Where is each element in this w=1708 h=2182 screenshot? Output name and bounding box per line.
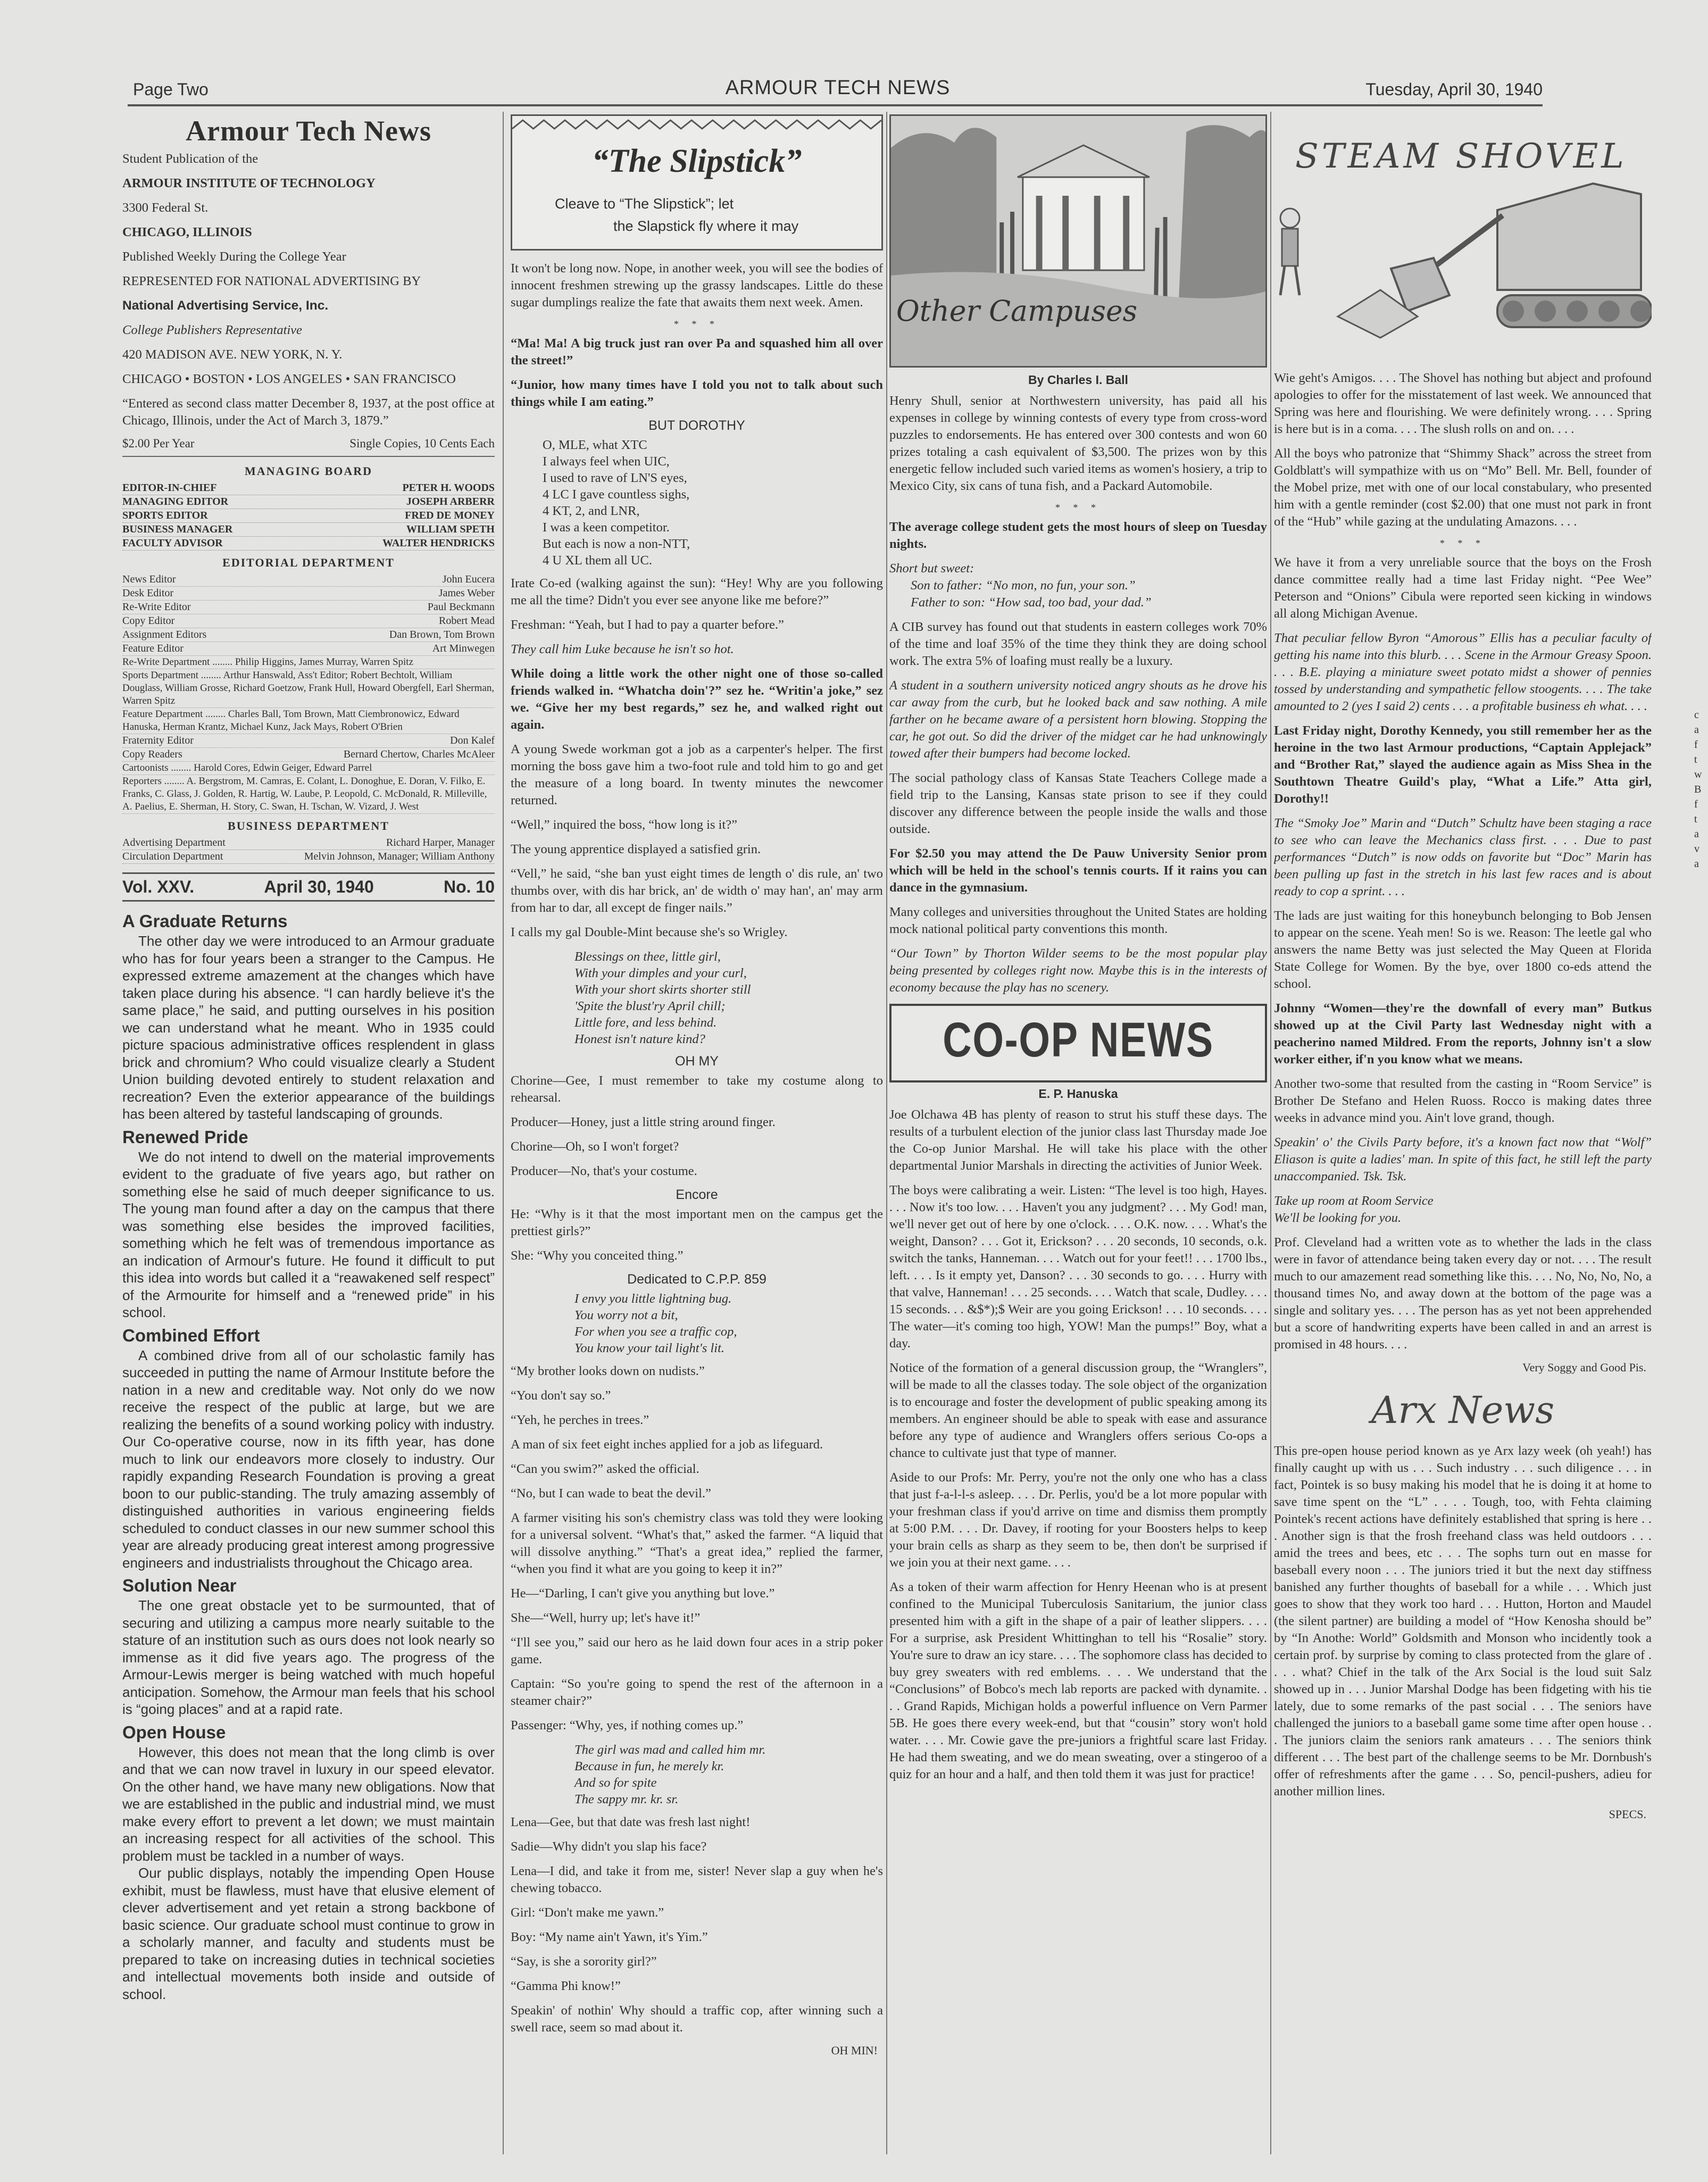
page-number: Page Two <box>133 80 209 99</box>
agency-address: 420 MADISON AVE. NEW YORK, N. Y. <box>122 347 343 362</box>
svg-text:Other Campuses: Other Campuses <box>896 294 1138 328</box>
slipstick-subtitle: Cleave to “The Slipstick”; let <box>555 196 734 212</box>
column-divider <box>503 112 504 2154</box>
slipstick-paragraph: They call him Luke because he isn't so hot. <box>511 642 734 656</box>
poem-title: BUT DOROTHY <box>648 418 745 433</box>
steam-paragraph: Prof. Cleveland had a written vote as to whether the lads in the class were in favor of attendance being taken every day or not. . . . The result much to our amazement read something like this. . . . No, No, No, No, a thousand times No, and away down at the bottom of the page was a single and solitary yes. . . . The person has as yet not been apprehended but a score of handwriting experts have been called in and an arrest is promised in 48 hours. . . . <box>1274 1235 1652 1352</box>
poem: Blessings on thee, little girl, With your dimples and your curl, With your short skirts shorter still 'Spite the blust'ry April chill; Little fore, and less behind. Honest isn't nature kind? <box>574 950 751 1046</box>
price-year: $2.00 Per Year <box>122 437 195 450</box>
staff-row: SPORTS EDITOR FRED DE MONEY <box>122 509 495 523</box>
campus-paragraph: Father to son: “How sad, too bad, your dad.” <box>911 595 1152 610</box>
campus-illustration <box>889 114 1267 368</box>
issue-number: No. 10 <box>443 877 495 896</box>
editorial-paragraph: The one great obstacle yet to be surmounted, that of securing and utilizing a campus more nearly suitable to the stature of an institution such as ours does not look nearly so immense as it did five years ago. The progress of the Armour-Lewis merger is being watched with much hopeful anticipation. Somehow, the Armour man feels that his school is “going places” and at a rapid rate. <box>122 1597 495 1717</box>
arx-signature: SPECS. <box>1609 1808 1646 1821</box>
column-other-campuses <box>889 114 1267 2152</box>
masthead-title: Armour Tech News <box>185 115 431 147</box>
slipstick-paragraph: “My brother looks down on nudists.” <box>511 1364 705 1378</box>
slipstick-paragraph: Lena—I did, and take it from me, sister! Never slap a guy when he's chewing tobacco. <box>511 1864 883 1895</box>
adjacent-page-edge: c a f t w B f t a v a <box>1694 709 1702 870</box>
coop-paragraph: As a token of their warm affection for Henry Heenan who is at present confined to the Municipal Tuberculosis Sanitarium, the junior class presented him with a gift in the shape of a pair of leather slippers. . . . For a surprise, ask President Whittinghan to tell his “Rosalie” story. You're sure to draw an icy stare. . . . The sophomore class has decided to buy grey sweaters with red emblems. . . . We understand that the “Conclusions” of Bobco's mech lab reports are packed with dynamite. . . . Grand Rapids, Michigan holds a powerful influence on Vern Parmer 5B. He goes there every week-end, but that “cousin” story won't hold water. . . . Mr. Cowie gave the pre-juniors a frightful scare last Friday. He had them sweating, and we do mean sweating, over a stingeroo of a quiz for an hour and a half, and then told them it was just for practice! <box>889 1580 1267 1781</box>
slipstick-paragraph: “Can you swim?” asked the official. <box>511 1462 699 1476</box>
slipstick-paragraph: While doing a little work the other night one of those so-called friends walked in. “Whatcha doin'?” sez he. “Writin'a joke,” sez we. “Give her my best regards,” sez he, and walked right out again. <box>511 667 883 732</box>
slipstick-paragraph: “Junior, how many times have I told you not to talk about such things while I am eating.” <box>511 378 883 409</box>
staff-row: EDITOR-IN-CHIEF PETER H. WOODS <box>122 481 495 495</box>
campus-paragraph: For $2.50 you may attend the De Pauw University Senior prom which will be held in the school's tennis courts. If it rains you can dance in the gymnasium. <box>889 846 1267 895</box>
issue-date-header: Tuesday, April 30, 1940 <box>1365 80 1543 99</box>
slipstick-paragraph: “Ma! Ma! A big truck just ran over Pa and squashed him all over the street!” <box>511 336 883 368</box>
section-title: OH MY <box>675 1054 719 1069</box>
poem: The girl was mad and called him mr. Because in fun, he merely kr. And so for spite The sappy mr. kr. sr. <box>574 1743 766 1806</box>
slipstick-paragraph: Chorine—Gee, I must remember to take my costume along to rehearsal. <box>511 1073 883 1105</box>
masthead-line: 3300 Federal St. <box>122 201 209 215</box>
paper-name: ARMOUR TECH NEWS <box>725 77 951 99</box>
steam-paragraph: Take up room at Room Service <box>1274 1194 1434 1208</box>
poem: I envy you little lightning bug. You worry not a bit, For when you see a traffic cop, You know your tail light's lit. <box>574 1292 737 1355</box>
slipstick-paragraph: “Say, is she a sorority girl?” <box>511 1954 657 1969</box>
editorial-paragraph: However, this does not mean that the long climb is over and that we can now travel in luxury in our speed elevator. On the other hand, we have many new obligations. Now that we are established in the public and industrial mind, we must make every effort to prevent a let down; we must maintain an increasing respect for all activities of the school. This problem must be tackled in a number of ways. <box>122 1744 495 1864</box>
editorial-paragraph: Our public displays, notably the impending Open House exhibit, must be flawless, must have that elusive element of clever advertisement and yet retain a strong backbone of basic science. Our graduate school must continue to grow in a scholarly manner, and faculty and students must be prepared to take on increasing duties in technical societies and intellectual movements both inside and outside of school. <box>122 1865 495 2002</box>
campus-paragraph: A student in a southern university noticed angry shouts as he drove his car away from the curb, but he looked back and saw nothing. A mile farther on he became aware of a persistent horn blowing. Stopping the car, he got out. So did the driver of the midget car he had unknowingly towed after their bumpers had become locked. <box>889 678 1267 761</box>
steam-paragraph: Speakin' o' the Civils Party before, it's a known fact now that “Wolf” Eliason is quite a ladies' man. In spite of this fact, he still left the party unaccompanied. Tsk. Tsk. <box>1274 1135 1652 1184</box>
slipstick-paragraph: It won't be long now. Nope, in another week, you will see the bodies of innocent freshmen strewing up the grassy landscapes. Little do these sugar dumplings realize the fate that awaits them next week. Amen. <box>511 261 883 310</box>
campus-paragraph: The social pathology class of Kansas State Teachers College made a field trip to the Lansing, Kansas state prison to see if they could discover any difference between the people inside the walls and those outside. <box>889 771 1267 836</box>
agency-cities: CHICAGO • BOSTON • LOS ANGELES • SAN FRANCISCO <box>122 372 456 386</box>
slipstick-paragraph: Boy: “My name ain't Yawn, it's Yim.” <box>511 1930 708 1944</box>
column-divider <box>886 112 887 2154</box>
slipstick-paragraph: “I'll see you,” said our hero as he laid down four aces in a strip poker game. <box>511 1635 883 1667</box>
slipstick-paragraph: A man of six feet eight inches applied for a job as lifeguard. <box>511 1437 823 1452</box>
slipstick-paragraph: The young apprentice displayed a satisfied grin. <box>511 842 761 856</box>
staff-row: BUSINESS MANAGER WILLIAM SPETH <box>122 523 495 537</box>
svg-text:STEAM SHOVEL: STEAM SHOVEL <box>1295 137 1627 176</box>
editorial-heading: Combined Effort <box>122 1325 260 1345</box>
entered-notice: “Entered as second class matter December 8, 1937, at the post office at Chicago, Illinois, under the Act of March 3, 1879.” <box>122 396 495 428</box>
steam-paragraph: The “Smoky Joe” Marin and “Dutch” Schultz have been staging a race to see who can leave the Mechanics class first. . . . Due to past performances “Dutch” is now odds on favorite but “Doc” Marin has been pulling up fast in the stretch in his last few races and is about ready to cop a sprint. . . . <box>1274 816 1652 898</box>
page-header <box>133 77 1543 103</box>
slipstick-paragraph: Producer—No, that's your costume. <box>511 1164 697 1178</box>
editorial-article <box>122 911 495 2003</box>
arx-news-title: Arx News <box>1371 1388 1555 1432</box>
steam-shovel-icon <box>1274 114 1652 364</box>
slipstick-paragraph: He: “Why is it that the most important men on the campus get the prettiest girls?” <box>511 1207 883 1238</box>
separator-stars: * * * <box>1440 538 1486 548</box>
editorial-paragraph: We do not intend to dwell on the material improvements evident to the graduate of five years ago, but rather on something else he said of much deeper significance to us. The young man found after a day on the campus that there was something else besides the improved facilities, something which he felt was of tremendous importance as an indication of Armour's future. He found it difficult to put this idea into words but called it a “reawakened self respect” of the Armourite for himself and a “renewed pride” in his school. <box>122 1148 495 1320</box>
editorial-paragraph: A combined drive from all of our scholastic family has succeeded in putting the name of Armour Institute before the nation in a new and creditable way. Not only do we now receive the respect of the public at large, but we are realizing the benefits of a sound working policy with industry. Our Co-operative course, now in its fifth year, has done much to link our endeavors more closely to industry. Our rapidly expanding Research Foundation is proving a great boon to our public-standing. The truly amazing assembly of distinguished authorities in various engineering fields scheduled to conduct classes in our new summer school this year are already producing great interest among progressive engineers and industrialists throughout the Chicago area. <box>122 1347 495 1571</box>
steam-paragraph: The lads are just waiting for this honeybunch belonging to Bob Jensen to appear on the scene. Yeah men! So is we. Reason: The leetle gal who answers the name Betty was just selected the May Queen at Florida State College for Women. By the bye, over 1800 co-eds attend the school. <box>1274 909 1652 991</box>
arx-paragraph: This pre-open house period known as ye Arx lazy week (oh yeah!) has finally caught up with us . . . Such industry . . . such diligence . . . in fact, Pointek is so busy making his model that he is doing it at home to save time spent on the “L” . . . . Tough, too, with Fehta claiming Pointek's recent actions have definitely established that spring is here . . . Another sign is that the frosh freehand class was held outdoors . . . amid the trees and bees, etc . . . The sophs turn out en masse for baseball every noon . . . The juniors tried it but the next day stiffness banished any further thoughts of baseball for a while . . . Which just goes to show that they work too hard . . . Hutton, Horton and Maudel (the silent partner) are building a model of “How Kenosha should be” by “In Anothe: World” Goldsmith and Monson who incidently took a certain prof. by surprise by coming to class protected from the glare of . . . . what? Chief in the talk of the Arx Social is the loud suit Salz showed up in . . . Junior Marshal Dodge has been fidgeting with his tie lately, due to some remarks of the past social . . . The seniors have challenged the juniors to a baseball game some time after open house . . . The juniors claim the seniors rank amateurs . . . The seniors think different . . . The best part of the challenge seems to be Mr. Dornbush's offer of refreshments after the game . . . So, pencil-pushers, adieu for another million lines. <box>1274 1444 1652 1798</box>
staff-row: MANAGING EDITOR JOSEPH ARBERR <box>122 495 495 509</box>
campus-paragraph: “Our Town” by Thorton Wilder seems to be the most popular play being presented by colleges right now. Maybe this is in the interests of economy because the play has no scenery. <box>889 946 1267 995</box>
campus-paragraph: A CIB survey has found out that students in eastern colleges work 70% of the time and loaf 35% of the time they think they are doing school work. The extra 5% of loafing must really be a luxury. <box>889 620 1267 668</box>
slipstick-paragraph: A young Swede workman got a job as a carpenter's helper. The first morning the boss gave him a two-foot rule and told him to go and get the measure of a long board. In twenty minutes the newcomer returned. <box>511 742 883 807</box>
masthead-line: Student Publication of the <box>122 152 259 166</box>
coop-paragraph: Joe Olchawa 4B has plenty of reason to strut his stuff these days. The results of a turbulent election of the junior class last Thursday made Joe the Co-op Junior Marshal. He will take his place with the other departmental Junior Marshals in directing the activities of Junior Week. <box>889 1107 1267 1173</box>
masthead-line: CHICAGO, ILLINOIS <box>122 225 252 239</box>
byline: By Charles I. Ball <box>1028 373 1128 387</box>
coop-paragraph: The boys were calibrating a weir. Listen: “The level is too high, Hayes. . . . Now it's too low. . . . Haven't you any judgment? . . . My God! man, we'll never get out of here by one o'clock. . . . O.K. now. . . . What's the weight, Danson? . . . Got it, Erickson? . . . 20 seconds, 10 seconds, o.k. switch the tanks, Hanneman. . . . Watch out for your feet!! . . . 1700 lbs., left. . . . Is it empty yet, Danson? . . . 30 seconds to go. . . . Hurry with that valve, Hanneman! . . . 25 seconds. . . . Watch that scale, Dudley. . . . 15 seconds. . . &$*);$ Weir are you going Erickson! . . . 10 seconds. . . . The water—it's coming too high, YOW! Man the pumps!” Boy, what a day. <box>889 1183 1267 1351</box>
coop-banner <box>889 1004 1267 1082</box>
campus-paragraph: The average college student gets the most hours of sleep on Tuesday nights. <box>889 520 1267 551</box>
column-masthead-editorial <box>122 114 495 2146</box>
slipstick-paragraph: “No, but I can wade to beat the devil.” <box>511 1486 711 1501</box>
steam-paragraph: All the boys who patronize that “Shimmy Shack” across the street from Goldblatt's will sympathize with us on “Mo” Bell. Mr. Bell, founder of the Mobel prize, met with one of our local constabulary, who presented him with a gentle reminder (cost $2.00) that one must not park in front of the “Hub” while gazing at the undulating Amazons. . . . <box>1274 446 1652 529</box>
agency-sub: College Publishers Representative <box>122 323 302 337</box>
steam-paragraph: We'll be looking for you. <box>1274 1211 1402 1225</box>
section-title: Dedicated to C.P.P. 859 <box>627 1272 766 1287</box>
slipstick-paragraph: Speakin' of nothin' Why should a traffic cop, after winning such a swell race, seem so mad about it. <box>511 2003 883 2035</box>
slipstick-paragraph: “You don't say so.” <box>511 1388 611 1403</box>
editorial-heading: Renewed Pride <box>122 1127 248 1147</box>
column-steam-shovel <box>1274 114 1652 2152</box>
slipstick-signature: OH MIN! <box>831 2044 878 2057</box>
campus-paragraph: Many colleges and universities throughout the United States are holding mock national political party conventions this month. <box>889 905 1267 936</box>
campus-paragraph: Son to father: “No mon, no fun, your son.” <box>911 578 1136 593</box>
price-single: Single Copies, 10 Cents Each <box>349 437 495 450</box>
slipstick-paragraph: Passenger: “Why, yes, if nothing comes up.” <box>511 1718 744 1733</box>
steam-paragraph: That peculiar fellow Byron “Amorous” Ellis has a peculiar faculty of getting his name into this blurb. . . . Scene in the Armour Greasy Spoon. . . . B.E. playing a miniature sweet potato midst a shower of pennies tossed by understanding and sympathetic fellow stoogents. . . . The take amounted to 2 (yes I said 2) cents . . . a profitable business eh what. . . . <box>1274 631 1652 713</box>
header-rule <box>128 104 1543 106</box>
steam-paragraph: Last Friday night, Dorothy Kennedy, you still remember her as the heroine in the two last Armour productions, “Captain Applejack” and “Brother Rat,” slayed the audience again as Miss Shea in the Southtown Theatre Guild's play, “What a Life.” Atta girl, Dorothy!! <box>1274 723 1652 806</box>
editorial-paragraph: The other day we were introduced to an Armour graduate who has for four years been a stranger to the Campus. He expressed extreme amazement at the changes which have taken place during his absence. “I can hardly believe it's the same place,” he said, and putting ourselves in his position we can understand what he meant. Who in 1935 could picture spacious administrative offices resplendent in glass brick and chromium? Who could visualize clearly a Student Union building devoted entirely to student relaxation and recreation? Even the exterior appearance of the buildings has been altered by tasteful landscaping of grounds. <box>122 933 495 1122</box>
slipstick-paragraph: Freshman: “Yeah, but I had to pay a quarter before.” <box>511 618 784 632</box>
volume-line <box>122 872 495 902</box>
editorial-heading: A Graduate Returns <box>122 911 288 931</box>
poem: O, MLE, what XTC I always feel when UIC, I used to rave of LN'S eyes, 4 LC I gave countless sighs, 4 KT, 2, and LNR, I was a keen competitor. But each is now a non-NTT, 4 U XL them all UC. <box>543 438 690 568</box>
campus-paragraph: Henry Shull, senior at Northwestern university, has paid all his expenses in college by winning contests of every type from cross-word puzzles to endorsements. He has entered over 300 contests and won 60 prizes totaling a cash equivalent of $3,500. The prizes won by this energetic fellow included such varied items as women's hosiery, a trip to Mexico City, six cans of tuna fish, and a Packard Automobile. <box>889 394 1267 493</box>
slipstick-paragraph: Girl: “Don't make me yawn.” <box>511 1905 664 1920</box>
slipstick-paragraph: Captain: “So you're going to spend the rest of the afternoon in a steamer chair?” <box>511 1677 883 1708</box>
slipstick-paragraph: A farmer visiting his son's chemistry class was told they were looking for a universal solvent. “What's that,” asked the farmer. “A liquid that will dissolve anything.” “That's a great idea,” replied the farmer, “when you find it what are you going to keep it in?” <box>511 1511 883 1576</box>
separator-stars: * * * <box>1055 502 1101 513</box>
price-line <box>122 437 495 457</box>
editorial-dept-head: EDITORIAL DEPARTMENT <box>222 556 395 569</box>
section-title: Encore <box>676 1187 718 1202</box>
steam-paragraph: Johnny “Women—they're the downfall of every man” Butkus showed up at the Civil Party last Wednesday night with a peacherino named Mildred. From the reports, Johnny isn't a slow worker either, if'n you know what we means. <box>1274 1001 1652 1067</box>
slipstick-paragraph: “Vell,” he said, “she ban yust eight times de length o' dis rule, an' two thumbs over, with dis har brick, an' de width o' may han', an' may arm from har to dar, all except de finger nails.” <box>511 867 883 915</box>
slipstick-paragraph: Irate Co-ed (walking against the sun): “Hey! Why are you following me all the time? Didn't you ever see anyone like me before?” <box>511 576 883 607</box>
issue-date: April 30, 1940 <box>264 877 374 896</box>
column-divider <box>1270 112 1271 2154</box>
represented-line: REPRESENTED FOR NATIONAL ADVERTISING BY <box>122 274 421 288</box>
slipstick-subtitle: the Slapstick fly where it may <box>613 218 799 234</box>
published-line: Published Weekly During the College Year <box>122 249 346 264</box>
slipstick-paragraph: He—“Darling, I can't give you anything but love.” <box>511 1586 775 1601</box>
volume: Vol. XXV. <box>122 877 195 896</box>
campus-paragraph: Short but sweet: <box>889 561 974 576</box>
slipstick-paragraph: Producer—Honey, just a little string around finger. <box>511 1115 776 1129</box>
editorial-staff: News Editor John Eucera Desk Editor James Weber Re-Write Editor Paul Beckmann Copy Editor Robert Mead Assignment Editors Dan Brown, Tom Brown Feature Editor Art Minwegen Re-Write Department ........ Philip Higgins, James Murray, Warren Spitz Sports Department ........ Arthur Hanswald, Ass't Editor; Robert Bechtolt, William Douglass, William Grosse, Richard Goetzow, Frank Hull, Howard Obergfell, Earl Sherman, Warren Spitz Feature Department ........ Charles Ball, Tom Brown, Matt Ciembronowicz, Edward Hanuska, Herman Krantz, Michael Kunz, Jack Mays, Robert O'Brien Fraternity Editor Don Kalef Copy Readers Bernard Chertow, Charles McAleer Cartoonists ........ Harold Cores, Edwin Geiger, Edward Parrel Reporters ........ A. Bergstrom, M. Camras, E. Colant, L. Donoghue, E. Doran, V. Filko, E. Franks, C. Glass, J. Golden, R. Hartig, W. Laube, P. Leopold, C. McDonald, R. Milleville, A. Paelius, E. Sherman, H. Story, C. Swan, H. Tschan, W. Vizard, J. West <box>122 573 495 814</box>
steam-paragraph: Wie geht's Amigos. . . . The Shovel has nothing but abject and profound apologies to offer for the misstatement of last week. We announced that Spring was here and flourishing. We were definitely wrong. . . . Spring is here but is in a coma. . . . The slush rolls on and on. . . . <box>1274 371 1652 436</box>
slipstick-paragraph: “Well,” inquired the boss, “how long is it?” <box>511 818 737 832</box>
agency-name: National Advertising Service, Inc. <box>122 298 329 313</box>
byline: E. P. Hanuska <box>1038 1087 1118 1101</box>
steam-paragraph: Another two-some that resulted from the casting in “Room Service” is Brother De Stefano and Helen Ruoss. Rocco is making dates three weeks in advance mind you. Ain't love grand, though. <box>1274 1077 1652 1125</box>
separator-stars: * * * <box>674 319 720 329</box>
slipstick-paragraph: Sadie—Why didn't you slap his face? <box>511 1839 707 1854</box>
masthead-line: ARMOUR INSTITUTE OF TECHNOLOGY <box>122 176 376 190</box>
slipstick-paragraph: I calls my gal Double-Mint because she's so Wrigley. <box>511 925 788 939</box>
campus-building-icon <box>891 116 1265 366</box>
staff-row: FACULTY ADVISOR WALTER HENDRICKS <box>122 537 495 551</box>
editorial-heading: Open House <box>122 1722 226 1742</box>
managing-board-head: MANAGING BOARD <box>244 464 373 478</box>
coop-paragraph: Notice of the formation of a general discussion group, the “Wranglers”, will be made to all the classes today. The sole object of the organization is to encourage and foster the development of public speaking among its members. An engineer should be able to speak with ease and assurance before any type of audience and Wranglers offers serious Co-ops a chance to cultivate just that type of manner. <box>889 1361 1267 1460</box>
slipstick-paragraph: “Yeh, he perches in trees.” <box>511 1413 649 1427</box>
slipstick-paragraph: “Gamma Phi know!” <box>511 1979 621 1993</box>
steam-shovel-illustration <box>1274 114 1652 364</box>
slipstick-paragraph: Chorine—Oh, so I won't forget? <box>511 1139 679 1154</box>
coop-title: CO-OP NEWS <box>943 1013 1214 1067</box>
slipstick-paragraph: She: “Why you conceited thing.” <box>511 1248 684 1263</box>
staff-row: Advertising Department Richard Harper, Manager <box>122 836 495 850</box>
slipstick-title: “The Slipstick” <box>591 143 802 179</box>
steam-paragraph: We have it from a very unreliable source that the boys on the Frosh dance committee really had a time last Friday night. “Pee Wee” Peterson and “Onions” Cibula were reported seen kicking in windows all along Michigan Avenue. <box>1274 555 1652 621</box>
slipstick-paragraph: She—“Well, hurry up; let's have it!” <box>511 1611 701 1625</box>
business-dept-head: BUSINESS DEPARTMENT <box>228 819 389 832</box>
slipstick-banner <box>511 114 883 251</box>
zigzag-border-icon <box>512 118 881 131</box>
editorial-heading: Solution Near <box>122 1576 237 1595</box>
steam-signature: Very Soggy and Good Pis. <box>1522 1361 1646 1374</box>
staff-row: Circulation Department Melvin Johnson, Manager; William Anthony <box>122 850 495 864</box>
slipstick-paragraph: Lena—Gee, but that date was fresh last night! <box>511 1815 751 1829</box>
column-slipstick <box>511 114 883 2152</box>
coop-paragraph: Aside to our Profs: Mr. Perry, you're not the only one who has a class that just f-a-l-l-s asleep. . . . Dr. Perlis, you'd be a lot more popular with your freshman class if you'd arrive on time and dismiss them promptly at 5:00 P.M. . . . Dr. Davey, if rooting for your Boosters helps to keep your brain cells as sharp as they seem to be, then don't be surprised if we join you at their next game. . . . <box>889 1470 1267 1570</box>
